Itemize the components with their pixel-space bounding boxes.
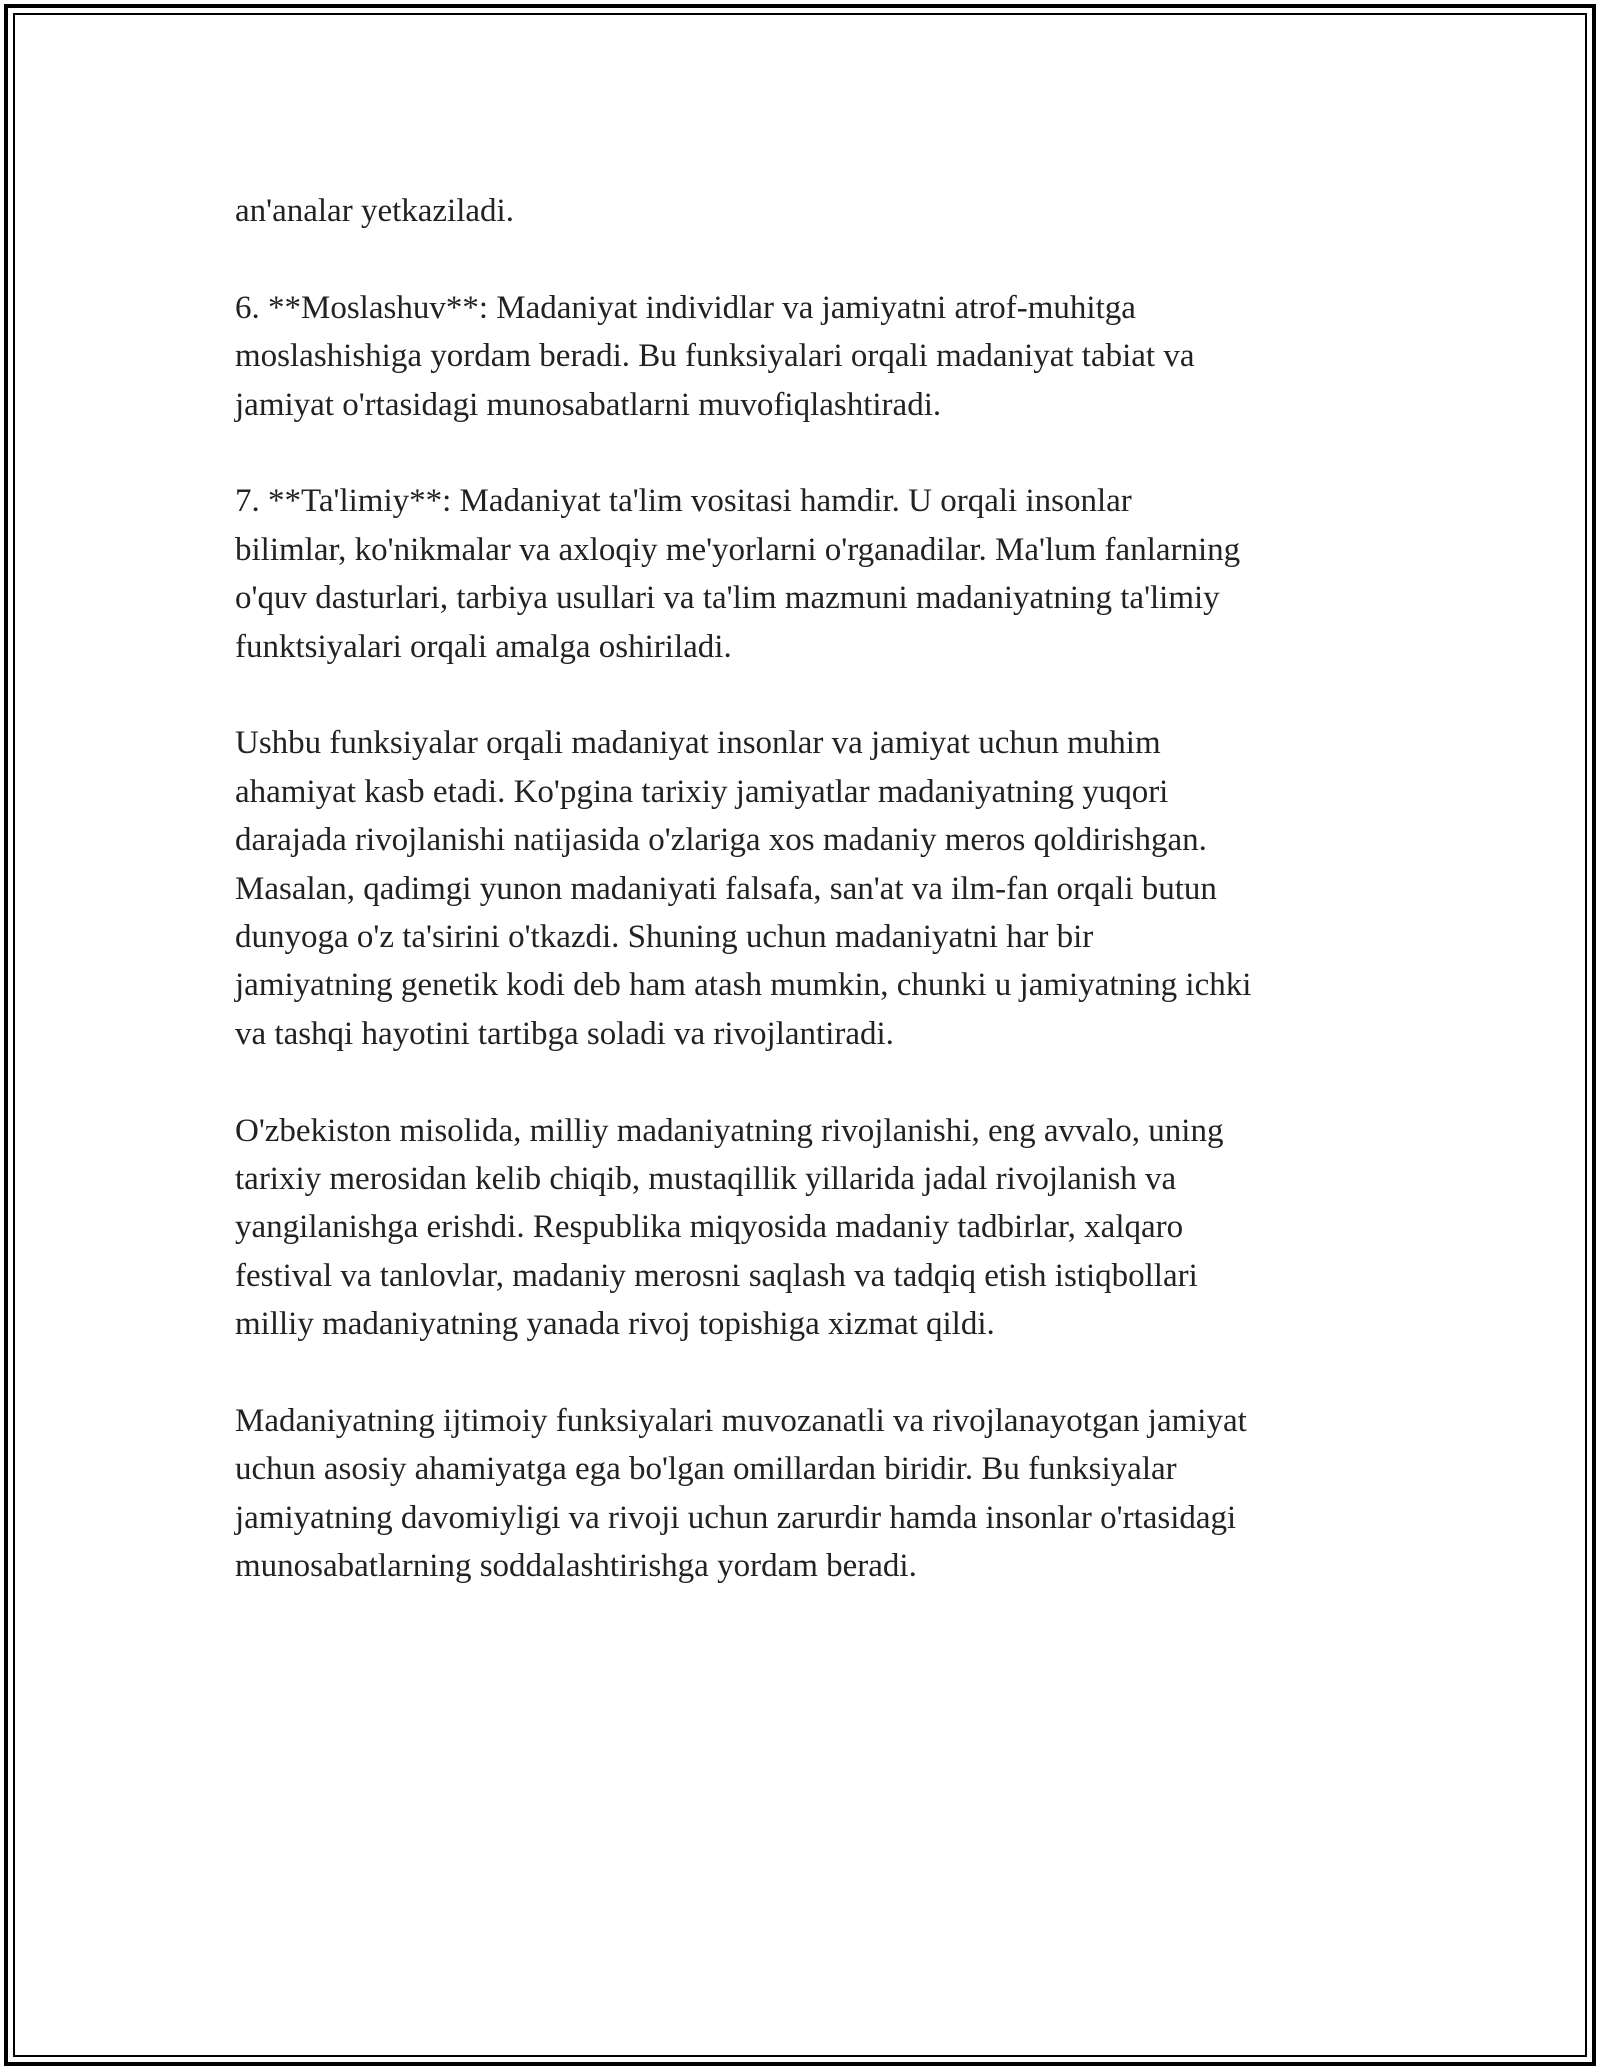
paragraph-conclusion: Madaniyatning ijtimoiy funksiyalari muvozanatli va rivojlanayotgan jamiyat uchun asosiy ahamiyatga ega bo'lgan omillardan biridir. Bu funksiyalar jamiyatning davomiyligi va rivoji uchun zarurdir hamda insonlar o'rtasidagi munosabatlarning soddalashtirishga yordam beradi. — [235, 1403, 1247, 1585]
paragraph-ozbekiston: O'zbekiston misolida, milliy madaniyatning rivojlanishi, eng avvalo, uning tarixiy merosidan kelib chiqib, mustaqillik yillarida jadal rivojlanish va yangilanishga erishdi. Respublika miqyosida madaniy tadbirlar, xalqaro festival va tanlovlar, madaniy merosni saqlash va tadqiq etish istiqbollari milliy madaniyatning yanada rivoj topishiga xizmat qildi. — [235, 1112, 1224, 1343]
paragraph-moslashuv: 6. **Moslashuv**: Madaniyat individlar va jamiyatni atrof-muhitga moslashishiga yordam beradi. Bu funksiyalari orqali madaniyat tabiat va jamiyat o'rtasidagi munosabatlarni muvofiqlashtiradi. — [235, 289, 1195, 423]
paragraph-talimiy: 7. **Ta'limiy**: Madaniyat ta'lim vositasi hamdir. U orqali insonlar bilimlar, ko'nikmalar va axloqiy me'yorlarni o'rganadilar. Ma'lum fanlarning o'quv dasturlari, tarbiya usullari va ta'lim mazmuni madaniyatning ta'limiy funktsiyalari orqali amalga oshiriladi. — [235, 483, 1241, 665]
paragraph-continuation: an'analar yetkaziladi. — [235, 193, 514, 229]
document-body — [235, 187, 1385, 1639]
paragraph-ushbu-funksiyalar: Ushbu funksiyalar orqali madaniyat insonlar va jamiyat uchun muhim ahamiyat kasb etadi. Ko'pgina tarixiy jamiyatlar madaniyatning yuqori darajada rivojlanishi natijasida o'zlariga xos madaniy meros qoldirishgan. Masalan, qadimgi yunon madaniyati falsafa, san'at va ilm-fan orqali butun dunyoga o'z ta'sirini o'tkazdi. Shuning uchun madaniyatni har bir jamiyatning genetik kodi deb ham atash mumkin, chunki u jamiyatning ichki va tashqi hayotini tartibga soladi va rivojlantiradi. — [235, 725, 1252, 1052]
